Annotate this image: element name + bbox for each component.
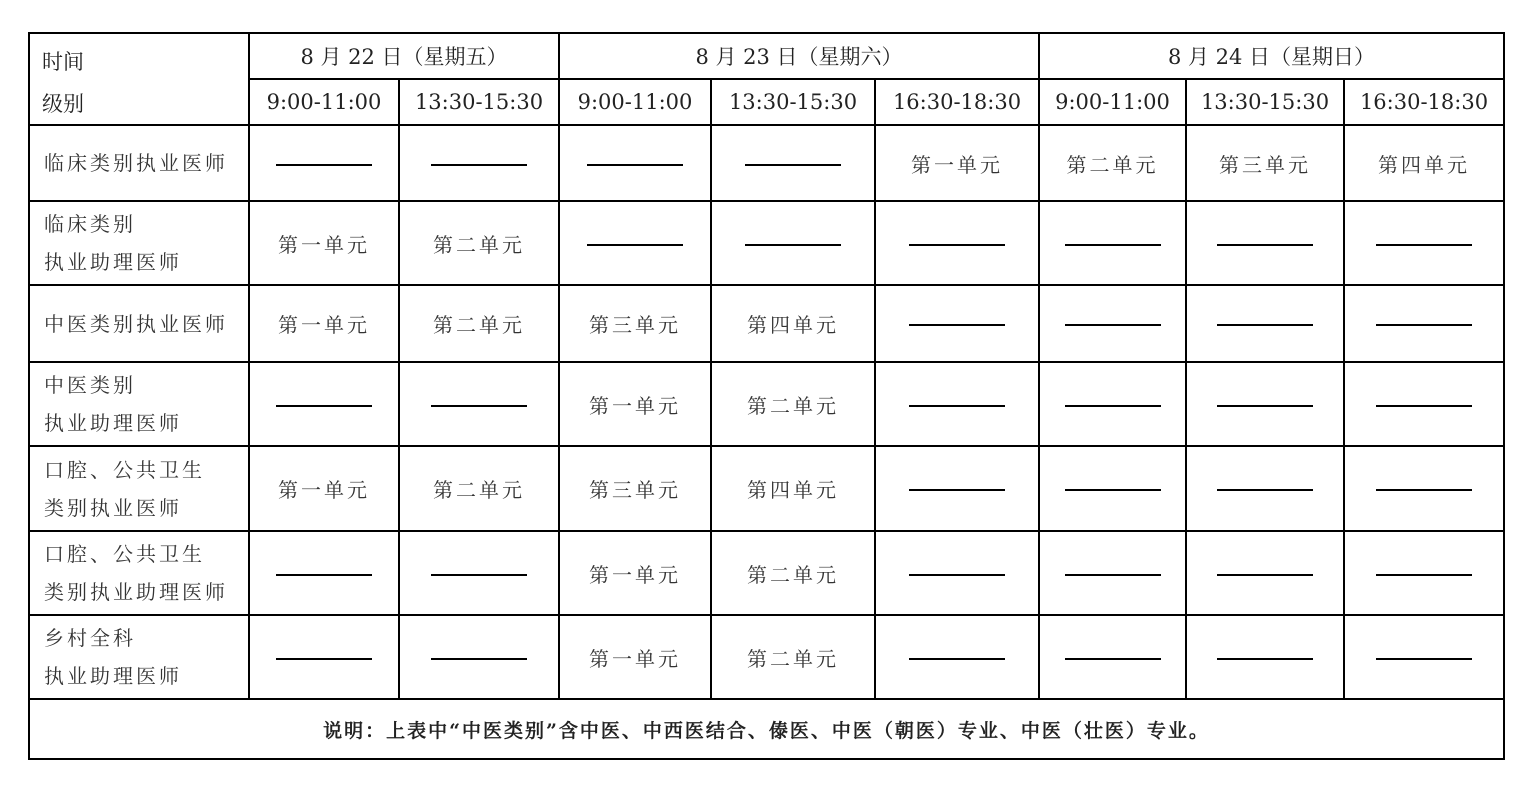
empty-slot-cell	[711, 125, 875, 201]
level-label: 执业助理医师	[44, 411, 182, 435]
no-exam-dash	[1217, 658, 1313, 660]
level-label: 临床类别	[44, 212, 136, 236]
empty-slot-cell	[875, 201, 1039, 285]
no-exam-dash	[1065, 405, 1161, 407]
time-slot-header: 9:00-11:00	[249, 79, 399, 125]
no-exam-dash	[276, 405, 372, 407]
empty-slot-cell	[1186, 285, 1344, 362]
no-exam-dash	[1217, 574, 1313, 576]
exam-unit-cell: 第三单元	[559, 285, 711, 362]
level-label: 中医类别	[44, 373, 136, 397]
empty-slot-cell	[1039, 362, 1186, 446]
level-cell	[29, 201, 249, 285]
no-exam-dash	[1376, 324, 1472, 326]
level-cell	[29, 125, 249, 201]
no-exam-dash	[1065, 489, 1161, 491]
table-row	[29, 201, 1504, 285]
no-exam-dash	[1065, 324, 1161, 326]
header-row-dates	[29, 33, 1504, 79]
level-label: 临床类别执业医师	[44, 151, 228, 175]
no-exam-dash	[1217, 405, 1313, 407]
day-header-1: 8 月 22 日（星期五）	[249, 33, 559, 79]
empty-slot-cell	[559, 201, 711, 285]
empty-slot-cell	[249, 362, 399, 446]
empty-slot-cell	[711, 201, 875, 285]
no-exam-dash	[909, 244, 1005, 246]
no-exam-dash	[431, 405, 527, 407]
level-label: 口腔、公共卫生	[44, 542, 205, 566]
empty-slot-cell	[1344, 615, 1504, 699]
table-row	[29, 531, 1504, 615]
level-label: 执业助理医师	[44, 664, 182, 688]
level-label: 中医类别执业医师	[44, 311, 228, 336]
schedule-table	[28, 32, 1505, 760]
empty-slot-cell	[875, 615, 1039, 699]
empty-slot-cell	[399, 615, 559, 699]
empty-slot-cell	[875, 531, 1039, 615]
no-exam-dash	[1376, 658, 1472, 660]
exam-unit-cell: 第二单元	[399, 201, 559, 285]
level-label: 类别执业医师	[44, 495, 182, 520]
empty-slot-cell	[249, 531, 399, 615]
no-exam-dash	[1376, 244, 1472, 246]
time-slot-header: 9:00-11:00	[1039, 79, 1186, 125]
time-slot-header: 16:30-18:30	[875, 79, 1039, 125]
exam-schedule	[28, 32, 1505, 760]
empty-slot-cell	[1039, 531, 1186, 615]
empty-slot-cell	[1186, 446, 1344, 531]
no-exam-dash	[1217, 244, 1313, 246]
no-exam-dash	[276, 574, 372, 576]
note-row	[29, 699, 1504, 759]
time-slot-header: 13:30-15:30	[1186, 79, 1344, 125]
level-label: 口腔、公共卫生	[44, 457, 205, 482]
no-exam-dash	[909, 489, 1005, 491]
empty-slot-cell	[1039, 201, 1186, 285]
level-cell	[29, 615, 249, 699]
no-exam-dash	[745, 164, 841, 166]
empty-slot-cell	[249, 615, 399, 699]
level-cell	[29, 446, 249, 531]
empty-slot-cell	[875, 446, 1039, 531]
empty-slot-cell	[1039, 285, 1186, 362]
no-exam-dash	[909, 324, 1005, 326]
empty-slot-cell	[1344, 285, 1504, 362]
exam-unit-cell: 第二单元	[399, 285, 559, 362]
no-exam-dash	[1376, 405, 1472, 407]
empty-slot-cell	[399, 531, 559, 615]
table-row	[29, 362, 1504, 446]
empty-slot-cell	[399, 362, 559, 446]
exam-unit-cell: 第一单元	[559, 615, 711, 699]
no-exam-dash	[745, 244, 841, 246]
exam-unit-cell: 第一单元	[559, 531, 711, 615]
no-exam-dash	[1376, 574, 1472, 576]
table-row	[29, 125, 1504, 201]
no-exam-dash	[276, 658, 372, 660]
empty-slot-cell	[1344, 531, 1504, 615]
empty-slot-cell	[1186, 362, 1344, 446]
empty-slot-cell	[875, 285, 1039, 362]
header-row-times	[29, 79, 1504, 125]
no-exam-dash	[1376, 489, 1472, 491]
empty-slot-cell	[1186, 615, 1344, 699]
exam-unit-cell: 第二单元	[711, 531, 875, 615]
day-header-3: 8 月 24 日（星期日）	[1039, 33, 1504, 79]
no-exam-dash	[1065, 574, 1161, 576]
exam-unit-cell: 第四单元	[711, 446, 875, 531]
empty-slot-cell	[1039, 615, 1186, 699]
level-label: 乡村全科	[44, 626, 136, 650]
no-exam-dash	[909, 658, 1005, 660]
exam-unit-cell: 第一单元	[559, 362, 711, 446]
empty-slot-cell	[1344, 201, 1504, 285]
level-label: 类别执业助理医师	[44, 580, 228, 604]
exam-unit-cell: 第一单元	[249, 285, 399, 362]
empty-slot-cell	[399, 125, 559, 201]
corner-cell	[29, 33, 249, 125]
empty-slot-cell	[1344, 362, 1504, 446]
empty-slot-cell	[249, 125, 399, 201]
level-cell	[29, 531, 249, 615]
exam-unit-cell: 第二单元	[399, 446, 559, 531]
empty-slot-cell	[875, 362, 1039, 446]
exam-unit-cell: 第四单元	[711, 285, 875, 362]
time-slot-header: 13:30-15:30	[399, 79, 559, 125]
corner-time-label: 时间	[42, 50, 84, 74]
no-exam-dash	[909, 405, 1005, 407]
exam-unit-cell: 第三单元	[559, 446, 711, 531]
time-slot-header: 9:00-11:00	[559, 79, 711, 125]
no-exam-dash	[1217, 324, 1313, 326]
no-exam-dash	[431, 658, 527, 660]
table-note: 说明：上表中“中医类别”含中医、中西医结合、傣医、中医（朝医）专业、中医（壮医）专业。	[29, 699, 1504, 759]
empty-slot-cell	[1039, 446, 1186, 531]
exam-unit-cell: 第二单元	[711, 615, 875, 699]
time-slot-header: 13:30-15:30	[711, 79, 875, 125]
no-exam-dash	[431, 574, 527, 576]
exam-unit-cell: 第一单元	[875, 125, 1039, 201]
empty-slot-cell	[1186, 201, 1344, 285]
table-row	[29, 285, 1504, 362]
empty-slot-cell	[1186, 531, 1344, 615]
exam-unit-cell: 第二单元	[711, 362, 875, 446]
no-exam-dash	[431, 164, 527, 166]
time-slot-header: 16:30-18:30	[1344, 79, 1504, 125]
exam-unit-cell: 第一单元	[249, 446, 399, 531]
exam-unit-cell: 第一单元	[249, 201, 399, 285]
table-row	[29, 446, 1504, 531]
day-header-2: 8 月 23 日（星期六）	[559, 33, 1039, 79]
table-row	[29, 615, 1504, 699]
no-exam-dash	[1217, 489, 1313, 491]
no-exam-dash	[587, 244, 683, 246]
no-exam-dash	[276, 164, 372, 166]
exam-unit-cell: 第三单元	[1186, 125, 1344, 201]
level-cell	[29, 362, 249, 446]
exam-unit-cell: 第二单元	[1039, 125, 1186, 201]
level-label: 执业助理医师	[44, 250, 182, 274]
no-exam-dash	[1065, 244, 1161, 246]
corner-level-label: 级别	[42, 92, 84, 116]
no-exam-dash	[587, 164, 683, 166]
empty-slot-cell	[559, 125, 711, 201]
no-exam-dash	[1065, 658, 1161, 660]
exam-unit-cell: 第四单元	[1344, 125, 1504, 201]
empty-slot-cell	[1344, 446, 1504, 531]
no-exam-dash	[909, 574, 1005, 576]
level-cell	[29, 285, 249, 362]
